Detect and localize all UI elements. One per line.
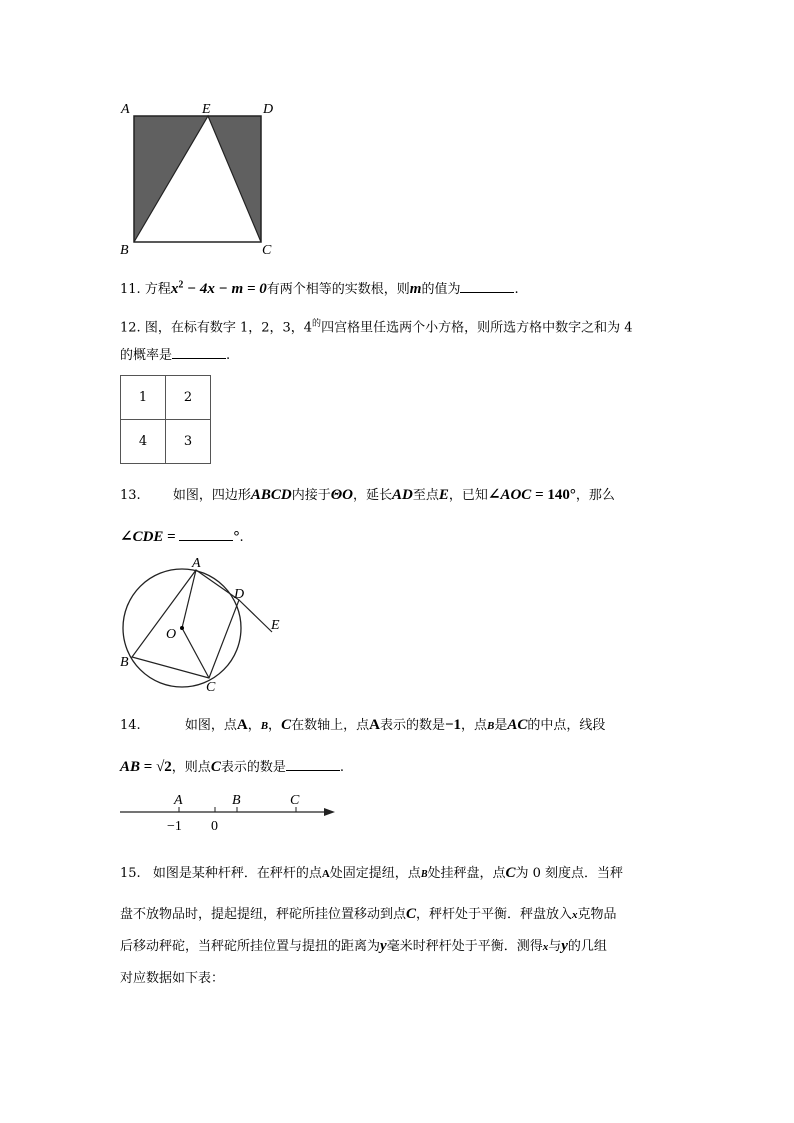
label-A: A [174, 793, 183, 808]
q13-e: E [438, 487, 449, 503]
q15-l1-B: B [420, 869, 428, 880]
q14-ac: AC [507, 717, 528, 733]
label-C: C [206, 680, 216, 695]
q14-b2: B [487, 720, 495, 732]
q12-line2-a: 的概率是 [120, 348, 173, 363]
label-D: D [263, 102, 274, 117]
q13-ad: AD [392, 487, 413, 503]
q14-ab: AB [120, 759, 141, 775]
q11-suffix: 的值为 [421, 282, 461, 297]
q15-l1-c: 处挂秤盘，点 [427, 866, 506, 881]
grid-cell: 3 [166, 420, 211, 464]
q15-l3-x: x [542, 941, 549, 953]
q13-end: . [239, 530, 244, 545]
q11-answer-blank[interactable] [460, 282, 514, 293]
q11-number: 11. [120, 282, 141, 297]
q11-eq-sup: 2 [178, 279, 184, 291]
q15-l1-C: C [505, 865, 516, 881]
q13-number: 13. [120, 488, 141, 503]
number-grid [120, 375, 211, 464]
q12-line2-end: . [226, 348, 231, 363]
label-B: B [120, 655, 129, 670]
label-O: O [166, 627, 177, 642]
q12-number: 12. [120, 320, 141, 336]
q14-neg1: −1 [444, 717, 462, 733]
q13-t5: ，已知 [448, 488, 488, 503]
q15-l3-c: 与 [548, 939, 562, 954]
q14-t3: 表示的数是 [379, 718, 445, 733]
label-C: C [262, 243, 272, 258]
question-12-line1 [120, 316, 632, 335]
q14-t5: 是 [494, 718, 508, 733]
q12-line1-sup: 的 [312, 319, 322, 329]
q14-answer-blank[interactable] [286, 760, 340, 771]
line-oc [182, 628, 209, 678]
q14-number: 14. [120, 718, 141, 733]
question-15-line4 [120, 967, 224, 986]
question-13-line2 [120, 527, 244, 546]
q14-c2: C [210, 759, 221, 775]
label-A: A [192, 556, 201, 571]
q14-b: B [260, 720, 269, 732]
q15-l3-a: 后移动秤砣，当秤砣所挂位置与提扭的距离为 [120, 939, 381, 954]
q15-l2-b: ，秤杆处于平衡．秤盘放入 [416, 907, 573, 922]
label-D: D [234, 587, 245, 602]
q14-end: . [339, 760, 344, 775]
tick-label-zero: 0 [211, 819, 218, 834]
q14-a2: A [369, 717, 380, 733]
center-point [180, 626, 184, 630]
grid-cell: 1 [121, 376, 166, 420]
q13-t4: 至点 [412, 488, 439, 503]
q13-circle: ΘO [330, 487, 353, 503]
q15-l1-b: 处固定提纽，点 [329, 866, 421, 881]
q11-prefix: 方程 [144, 282, 171, 297]
q13-eq: = [163, 529, 180, 545]
q11-eq-x: x [170, 281, 179, 297]
circle-figure [115, 553, 290, 698]
label-A: A [121, 102, 130, 117]
q15-l1-A: A [321, 868, 330, 880]
grid-cell: 4 [121, 420, 166, 464]
q11-end: . [514, 282, 519, 297]
q15-l2-a: 盘不放物品时，提起提纽，秤砣所挂位置移动到点 [120, 907, 407, 922]
question-11 [120, 278, 519, 298]
q13-value-140: = 140° [531, 487, 576, 503]
grid-cell: 2 [166, 376, 211, 420]
q12-line1-b: 四宫格里任选两个小方格，则所选方格中数字之和为 4 [321, 320, 633, 336]
q14-sep1: ， [247, 718, 261, 733]
question-15-line1 [120, 862, 623, 882]
number-line-figure [115, 788, 340, 836]
label-C: C [290, 793, 300, 808]
q15-l1-a: 如图是某种杆秤．在秤杆的点 [152, 866, 322, 881]
q14-t1: 如图，点 [184, 718, 237, 733]
question-12-line2 [120, 344, 230, 363]
q11-middle: 有两个相等的实数根，则 [266, 282, 410, 297]
q15-l3-d: 的几组 [567, 939, 607, 954]
q12-answer-blank[interactable] [172, 348, 226, 359]
q14-t4: ，点 [461, 718, 488, 733]
q15-l3-y2: y [561, 938, 568, 954]
q15-l2-c: 克物品 [577, 907, 617, 922]
q14-sep2: ， [268, 718, 282, 733]
q13-t2: 内接于 [291, 488, 331, 503]
q15-l3-b: 毫米时秤杆处于平衡．测得 [386, 939, 543, 954]
q15-l3-y: y [380, 938, 387, 954]
q15-l4: 对应数据如下表： [120, 971, 225, 986]
q14-t6: 的中点，线段 [527, 718, 606, 733]
q13-angle-aoc: ∠AOC [487, 487, 532, 503]
question-15-line3 [120, 935, 607, 955]
q13-angle-cde: ∠CDE [120, 529, 164, 545]
q15-l1-d: 为 0 刻度点．当秤 [515, 866, 624, 881]
q15-l2-C: C [406, 906, 417, 922]
tick-label-neg1: −1 [167, 819, 182, 834]
q14-sqrt2: = √2 [140, 759, 172, 775]
q14-t2: 在数轴上，点 [291, 718, 370, 733]
label-B: B [232, 793, 241, 808]
question-13-line1 [120, 484, 615, 504]
question-15-line2 [120, 903, 617, 923]
q15-number: 15. [120, 866, 141, 881]
q12-line1-a: 图，在标有数字 1，2，3，4 [144, 320, 313, 336]
q14-a: A [236, 717, 248, 733]
q13-t3: ，延长 [353, 488, 393, 503]
label-E: E [271, 618, 280, 633]
square-triangle-figure [115, 96, 285, 258]
axis-arrow [324, 808, 335, 816]
q14-t9: 表示的数是 [220, 760, 286, 775]
q11-var-m: m [409, 281, 422, 297]
question-14-line2 [120, 756, 344, 776]
line-de [239, 600, 272, 632]
q11-eq-rest: − 4x − m = 0 [183, 281, 267, 297]
q14-t8: ，则点 [171, 760, 211, 775]
q13-degree: ° [233, 529, 240, 545]
q15-l2-x: x [572, 909, 578, 921]
q13-abcd: ABCD [250, 487, 292, 503]
label-B: B [120, 243, 129, 258]
question-14-line1 [120, 714, 605, 734]
q13-t7: ，那么 [575, 488, 615, 503]
q13-t1: 如图，四边形 [172, 488, 251, 503]
label-E: E [202, 102, 211, 117]
q13-answer-blank[interactable] [179, 530, 233, 541]
q14-c: C [281, 717, 292, 733]
